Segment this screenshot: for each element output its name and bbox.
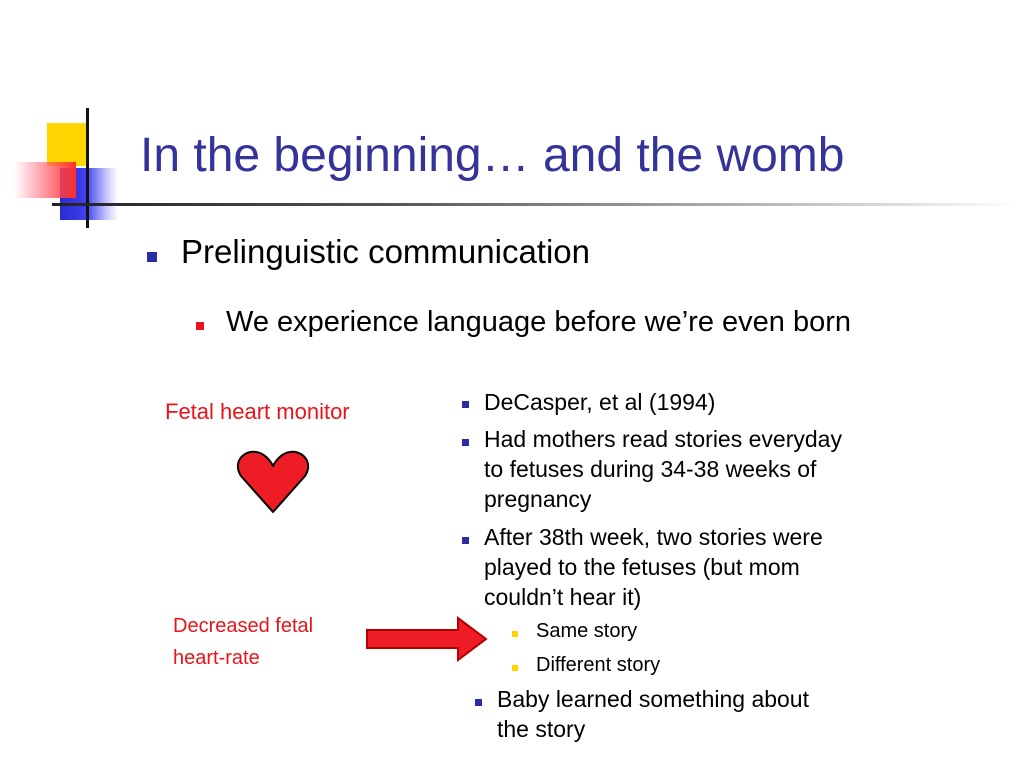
study-point [484,387,715,417]
title-underline [52,203,1020,206]
logo-red-square [14,162,76,198]
study-point-line: to fetuses during 34-38 weeks of [484,456,817,482]
bullet-level2: We experience language before we’re even born [226,306,851,338]
arrow-right-icon [366,616,488,662]
study-point-line: couldn’t hear it) [484,584,642,610]
conclusion-line: the story [497,716,586,742]
conclusion-point [497,684,809,744]
bullet-square-icon [462,537,469,544]
bullet-square-icon [462,439,469,446]
study-point-line: DeCasper, et al (1994) [484,389,716,415]
sub-point-different-story: Different story [536,654,661,676]
study-point [484,522,823,612]
bullet-square-icon [147,252,157,262]
bullet-square-icon [196,322,204,330]
logo-yellow-square [47,123,87,166]
bullet-square-icon [512,631,518,637]
bullet-square-icon [475,699,482,706]
sub-point-same-story: Same story [536,620,638,642]
decreased-heartrate-label [173,610,313,674]
slide-title: In the beginning… and the womb [140,129,845,182]
bullet-square-icon [512,665,518,671]
study-point-line: Had mothers read stories everyday [484,426,842,452]
bullet-square-icon [462,401,469,408]
fetal-monitor-label: Fetal heart monitor [165,399,350,424]
label-line: heart-rate [173,647,260,669]
heart-icon [236,448,310,516]
conclusion-line: Baby learned something about [497,686,809,712]
logo-vertical-line [86,108,89,228]
bullet-level1: Prelinguistic communication [181,233,591,270]
study-point-line: played to the fetuses (but mom [484,554,800,580]
study-point-line: pregnancy [484,486,592,512]
study-point [484,424,842,514]
study-point-line: After 38th week, two stories were [484,524,823,550]
label-line: Decreased fetal [173,615,314,637]
